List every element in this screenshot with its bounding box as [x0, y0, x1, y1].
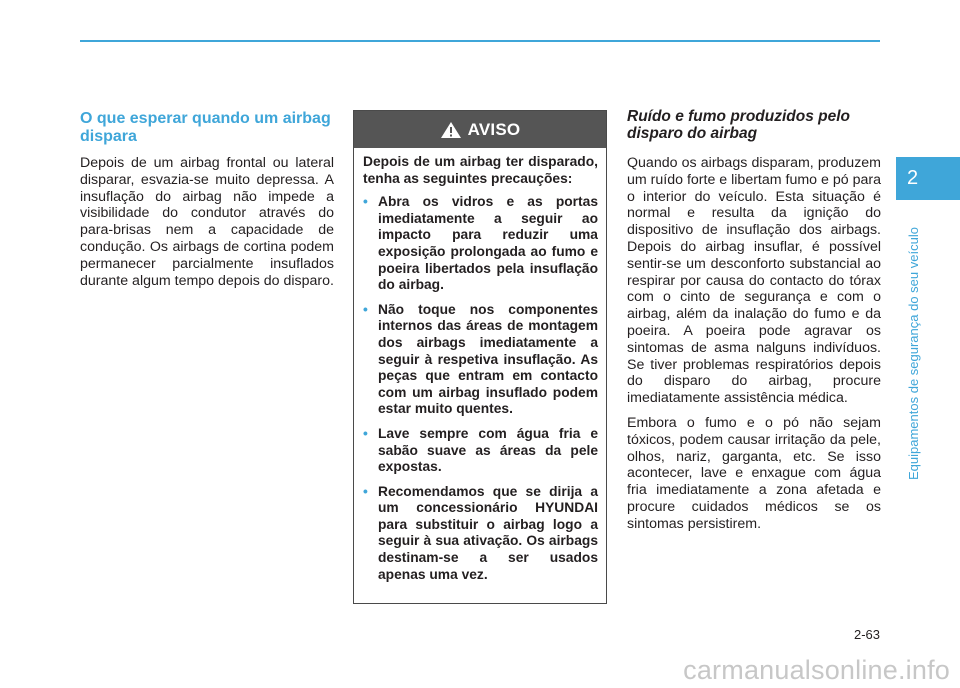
chapter-label	[907, 210, 921, 480]
warning-title: AVISO	[467, 119, 521, 139]
subsection-title: Ruído e fumo produzidos pelo disparo do airbag	[627, 108, 851, 142]
subsection-paragraph: Embora o fumo e o pó não sejam tóxicos, podem causar irritação da pele, olhos, nariz, garganta, etc. Se isso acontecer, lave e enxague com água fria imediatamente a zona afetada e procure cuidados médicos se os sintomas persistirem.	[627, 414, 881, 532]
section-body: Depois de um airbag frontal ou lateral disparar, esvazia-se muito depressa. A insuflação do airbag não impede a visibilidade do condutor através do para-brisas nem a capacidade de condução. Os airbags de cortina podem permanecer parcialmente insuflados durante algum tempo depois do disparo.	[80, 155, 334, 289]
warning-list-item	[363, 484, 598, 584]
page-number: 2-63	[853, 627, 880, 642]
warning-item-text: Não toque nos componentes internos das áreas de montagem dos airbags imediatamente a seguir à respetiva insuflação. As peças que entram em contacto com um airbag insuflado podem estar muito quentes.	[378, 301, 598, 417]
watermark: carmanualsonline.info	[683, 655, 950, 685]
warning-list-item	[363, 194, 598, 294]
warning-list-item	[363, 426, 598, 476]
warning-box	[353, 110, 607, 604]
warning-item-text: Lave sempre com água fria e sabão suave as áreas da pele expostas.	[378, 425, 598, 475]
warning-item-text: Abra os vidros e as portas imediatamente a seguir ao impacto para reduzir uma exposição prolongada ao fumo e poeira libertados pela insuflação do airbag.	[378, 194, 598, 293]
warning-header	[354, 111, 606, 148]
warning-list	[363, 194, 598, 583]
warning-body	[354, 148, 606, 583]
chapter-label-text: Equipamentos de segurança do seu veículo	[906, 227, 921, 480]
bullet-icon: •	[363, 425, 368, 441]
warning-item-text: Recomendamos que se dirija a um concessionário HYUNDAI para substituir o airbag logo a seguir à sua ativação. Os airbags destinam-se a ser usados apenas uma vez.	[378, 483, 598, 582]
airbag-deploy-section	[80, 110, 334, 289]
chapter-number: 2	[907, 167, 919, 189]
bullet-icon: •	[363, 301, 368, 317]
bullet-icon: •	[363, 483, 368, 499]
subsection-paragraph: Quando os airbags disparam, produzem um ruído forte e libertam fumo e pó para o interior do veículo. Esta situação é normal e resulta da ignição do dispositivo de insuflação dos airbags. Depois do airbag insuflar, é possível sentir-se um desconforto substancial ao respirar por causa do contacto do tórax com o cinto de segurança e com o airbag, além da inalação do fumo e da poeira. A poeira pode agravar os sintomas de asma nalguns indivíduos. Se tiver problemas respiratórios depois do disparo do airbag, procure imediatamente assistência médica.	[627, 155, 881, 407]
header-rule	[80, 40, 880, 42]
warning-triangle-icon	[440, 121, 462, 139]
noise-smoke-section	[627, 108, 881, 533]
chapter-tab	[896, 157, 960, 200]
warning-intro: Depois de um airbag ter disparado, tenha as seguintes precauções:	[363, 154, 598, 186]
warning-list-item	[363, 302, 598, 418]
section-title: O que esperar quando um airbag dispara	[80, 110, 331, 145]
bullet-icon: •	[363, 194, 368, 210]
